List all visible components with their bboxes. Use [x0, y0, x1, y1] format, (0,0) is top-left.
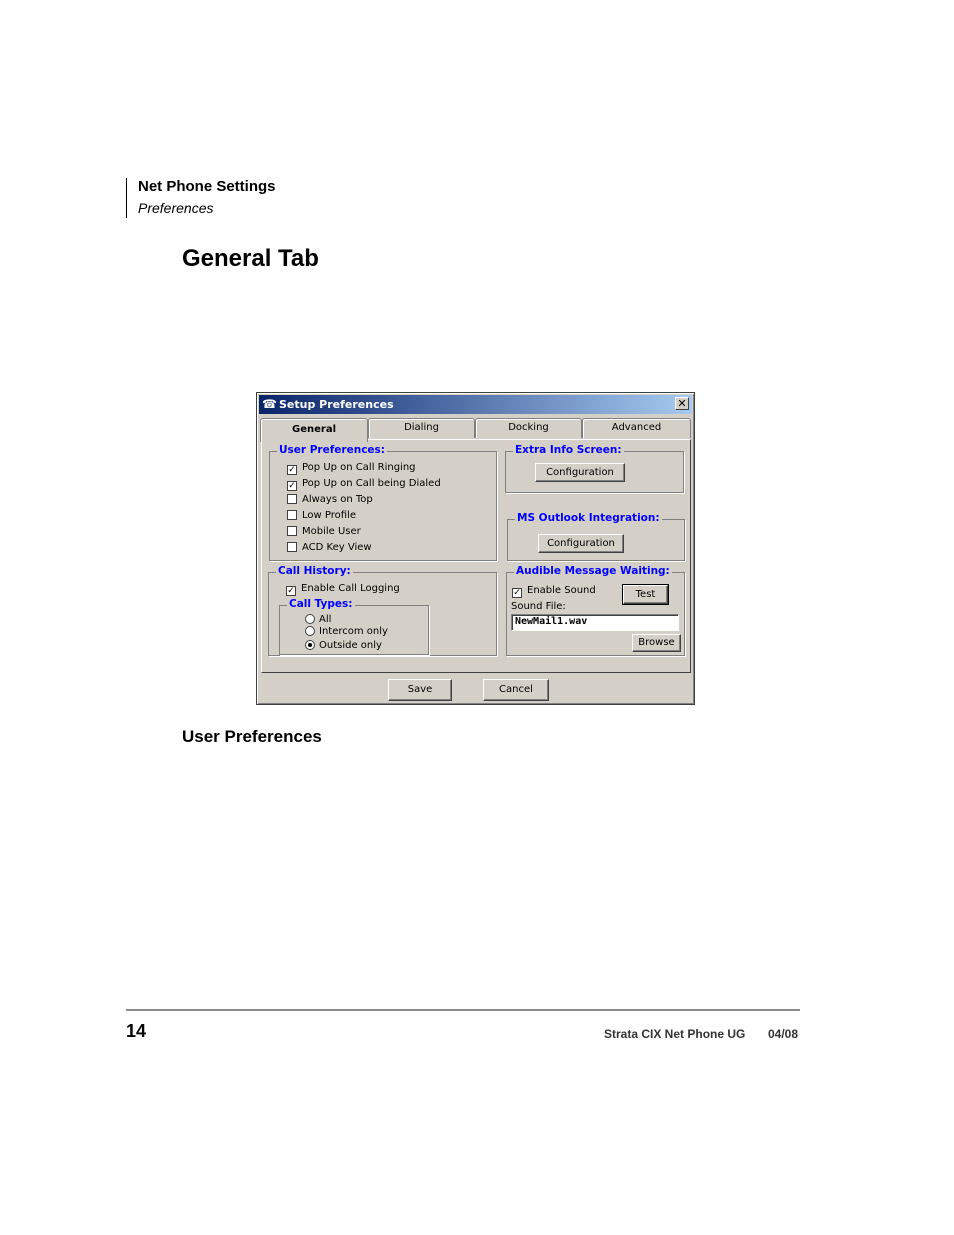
checkbox-enable-call-logging[interactable] [286, 583, 400, 597]
page-number: 14 [126, 1021, 147, 1041]
checkbox-pop-up-ringing[interactable] [287, 462, 416, 476]
checkbox-box[interactable] [287, 510, 297, 520]
phone-icon: ☎ [262, 397, 277, 411]
call-history-group [268, 565, 497, 656]
extra-info-group [505, 444, 684, 493]
footer-doc-title: Strata CIX Net Phone UG [604, 1027, 746, 1041]
tab-docking-label: Docking [508, 422, 549, 433]
radio-label: Outside only [319, 640, 382, 651]
tab-dialing[interactable] [368, 418, 475, 438]
checkbox-pop-up-dialed[interactable] [287, 478, 441, 492]
checkbox-label: Enable Sound [527, 585, 596, 596]
section-title: User Preferences [182, 727, 322, 746]
radio-button[interactable] [305, 640, 315, 650]
checkbox-enable-sound[interactable] [512, 585, 596, 599]
setup-preferences-dialog [256, 392, 695, 705]
header-rule [126, 178, 127, 218]
general-tab-panel [261, 439, 691, 673]
checkbox-acd-key-view[interactable] [287, 542, 372, 556]
user-preferences-group [269, 444, 497, 561]
tab-dialing-label: Dialing [404, 422, 439, 433]
checkbox-label: Pop Up on Call being Dialed [302, 478, 441, 489]
checkbox-box[interactable] [287, 542, 297, 552]
checkbox-box[interactable]: ✓ [287, 586, 295, 596]
header-subsection: Preferences [138, 200, 214, 216]
checkbox-label: ACD Key View [302, 542, 372, 553]
checkbox-label: Mobile User [302, 526, 361, 537]
tab-advanced-label: Advanced [611, 422, 662, 433]
footer-rule [126, 1009, 800, 1011]
checkbox-mobile-user[interactable] [287, 526, 361, 540]
call-types-label: Call Types: [289, 598, 353, 610]
audible-message-group [506, 565, 685, 656]
user-preferences-label: User Preferences: [279, 444, 385, 456]
call-history-label: Call History: [278, 565, 351, 577]
checkbox-label: Pop Up on Call Ringing [302, 462, 416, 473]
tab-general-label: General [292, 424, 336, 435]
cancel-button[interactable]: Cancel [483, 679, 549, 701]
checkbox-label: Low Profile [302, 510, 356, 521]
tab-docking[interactable] [475, 418, 582, 438]
close-button[interactable] [675, 397, 689, 410]
outlook-configuration-button[interactable]: Configuration [538, 534, 624, 553]
checkbox-box[interactable] [287, 526, 297, 536]
checkbox-box[interactable] [287, 494, 297, 504]
tab-general[interactable] [260, 418, 368, 442]
tab-advanced[interactable] [582, 418, 691, 438]
save-button[interactable]: Save [388, 679, 452, 701]
sound-file-label: Sound File: [511, 601, 566, 612]
radio-button[interactable] [305, 626, 315, 636]
outlook-integration-label: MS Outlook Integration: [517, 512, 660, 524]
footer-date: 04/08 [768, 1027, 799, 1041]
call-types-group [279, 598, 429, 655]
dialog-titlebar[interactable] [259, 395, 692, 414]
dialog-title: Setup Preferences [279, 398, 394, 411]
checkbox-label: Always on Top [302, 494, 373, 505]
checkbox-box[interactable]: ✓ [288, 465, 296, 475]
sound-file-input[interactable]: NewMail1.wav [511, 614, 679, 631]
radio-label: Intercom only [319, 626, 388, 637]
checkbox-always-on-top[interactable] [287, 494, 373, 508]
header-section: Net Phone Settings [138, 178, 276, 195]
audible-message-label: Audible Message Waiting: [516, 565, 670, 577]
test-sound-button[interactable]: Test [623, 585, 668, 604]
extra-info-label: Extra Info Screen: [515, 444, 622, 456]
checkbox-label: Enable Call Logging [301, 583, 400, 594]
checkbox-box[interactable]: ✓ [513, 588, 521, 598]
page-title: General Tab [182, 245, 319, 272]
browse-button[interactable]: Browse [632, 634, 681, 652]
radio-label: All [319, 614, 332, 625]
close-icon: ✕ [677, 397, 687, 410]
checkbox-low-profile[interactable] [287, 510, 356, 524]
radio-intercom-only[interactable] [305, 626, 388, 640]
extra-info-configuration-button[interactable]: Configuration [535, 463, 625, 482]
radio-outside-only[interactable] [305, 640, 382, 654]
radio-button[interactable] [305, 614, 315, 624]
outlook-integration-group [507, 512, 685, 561]
checkbox-box[interactable]: ✓ [288, 481, 296, 491]
